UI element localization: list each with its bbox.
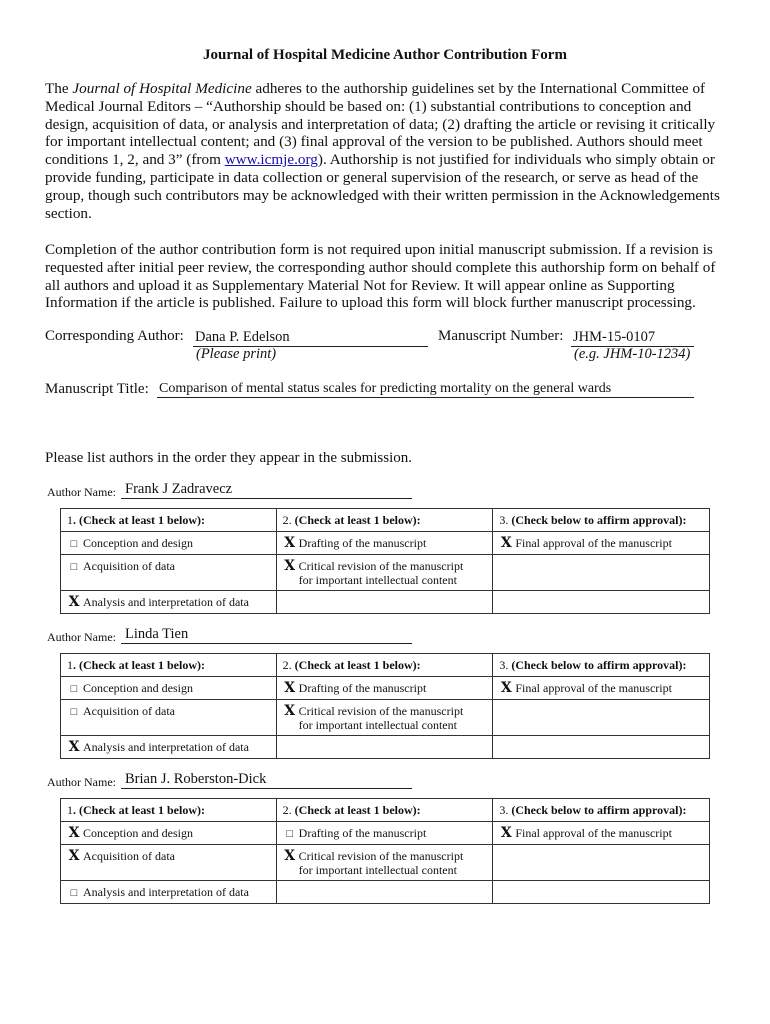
criterion-1-header: 1. (Check at least 1 below): <box>61 799 277 822</box>
empty-cell <box>493 700 710 736</box>
contribution-table <box>60 653 710 759</box>
form-title: Journal of Hospital Medicine Author Contribution Form <box>203 47 567 63</box>
drafting-checkbox[interactable]: X <box>284 680 296 696</box>
critical-revision-checkbox[interactable]: X <box>284 703 296 719</box>
analysis-label: Analysis and interpretation of data <box>83 885 249 899</box>
empty-cell <box>493 881 710 904</box>
critical-revision-option <box>276 845 493 881</box>
critical-revision-checkbox[interactable]: X <box>284 848 296 864</box>
criterion-1-header: 1. (Check at least 1 below): <box>61 509 277 532</box>
analysis-checkbox[interactable]: X <box>68 594 80 610</box>
criterion-1-header: 1. (Check at least 1 below): <box>61 654 277 677</box>
analysis-checkbox[interactable]: X <box>68 739 80 755</box>
acquisition-label: Acquisition of data <box>83 559 175 573</box>
criterion-3-header: 3. (Check below to affirm approval): <box>493 509 710 532</box>
drafting-label: Drafting of the manuscript <box>298 681 427 695</box>
analysis-option <box>61 736 277 759</box>
contribution-header-row <box>61 654 710 677</box>
conception-checkbox[interactable]: X <box>68 825 80 841</box>
approval-label: Final approval of the manuscript <box>515 681 672 695</box>
contribution-row <box>61 845 710 881</box>
contribution-table <box>60 508 710 614</box>
manuscript-title-field[interactable]: Comparison of mental status scales for predicting mortality on the general wards <box>157 380 694 398</box>
author-name-field[interactable]: Brian J. Roberston-Dick <box>121 771 412 789</box>
author-name-field[interactable]: Linda Tien <box>121 626 412 644</box>
manuscript-title-label: Manuscript Title: <box>45 381 149 397</box>
author-name-label: Author Name: <box>47 775 116 789</box>
contribution-table <box>60 798 710 904</box>
approval-checkbox[interactable]: X <box>500 825 512 841</box>
critical-revision-option <box>276 555 493 591</box>
empty-cell <box>276 881 493 904</box>
analysis-label: Analysis and interpretation of data <box>83 595 249 609</box>
contribution-row <box>61 555 710 591</box>
manuscript-number-hint: (e.g. JHM-10-1234) <box>574 346 691 362</box>
drafting-checkbox[interactable]: □ <box>286 828 293 840</box>
conception-checkbox[interactable]: □ <box>70 683 78 695</box>
critical-revision-label: Critical revision of the manuscript <box>298 704 464 718</box>
author-name-label: Author Name: <box>47 485 116 499</box>
acquisition-checkbox[interactable]: □ <box>70 706 78 718</box>
approval-option <box>493 532 710 555</box>
approval-option <box>493 822 710 845</box>
criterion-3-header: 3. (Check below to affirm approval): <box>493 654 710 677</box>
criterion-2-header: 2. (Check at least 1 below): <box>276 799 493 822</box>
contribution-row <box>61 822 710 845</box>
analysis-option <box>61 591 277 614</box>
manuscript-number-field[interactable]: JHM-15-0107 <box>571 329 694 347</box>
critical-revision-option <box>276 700 493 736</box>
approval-checkbox[interactable]: X <box>500 535 512 551</box>
conception-option <box>61 822 277 845</box>
manuscript-number-label: Manuscript Number: <box>438 328 564 344</box>
criterion-3-header: 3. (Check below to affirm approval): <box>493 799 710 822</box>
journal-name: Journal of Hospital Medicine <box>72 80 252 97</box>
contribution-row <box>61 532 710 555</box>
contribution-header-row <box>61 509 710 532</box>
intro-prefix: The <box>45 80 73 97</box>
conception-checkbox[interactable]: □ <box>70 538 78 550</box>
conception-option <box>61 677 277 700</box>
icmje-link[interactable]: www.icmje.org <box>224 151 318 169</box>
conception-label: Conception and design <box>83 826 193 840</box>
drafting-option <box>276 677 493 700</box>
drafting-option <box>276 532 493 555</box>
completion-note-paragraph: Completion of the author contribution form is not required upon initial manuscript submission. If a revision is requested after initial peer review, the corresponding author should complete this authorship form on behalf of all authors and upload it as Supplementary Material Not for Review. It will appear online as Supporting Information if the article is published. Failure to upload this form will block further manuscript processing. <box>45 241 716 312</box>
intro-text-end: ). Authorship is not justified for individuals who simply obtain or provide funding, participate in data collection or general supervision of the research, or serve as head of the group, though such contributors may be acknowledged with their written permission in the Acknowledgements section. <box>45 151 720 222</box>
contribution-row <box>61 677 710 700</box>
contribution-header-row <box>61 799 710 822</box>
acquisition-option <box>61 845 277 881</box>
conception-label: Conception and design <box>83 681 193 695</box>
contribution-row <box>61 700 710 736</box>
corresponding-author-hint: (Please print) <box>196 346 277 362</box>
analysis-checkbox[interactable]: □ <box>70 887 78 899</box>
acquisition-option <box>61 555 277 591</box>
drafting-label: Drafting of the manuscript <box>298 536 427 550</box>
author-list-instruction: Please list authors in the order they appear in the submission. <box>45 450 413 466</box>
acquisition-option <box>61 700 277 736</box>
author-name-field[interactable]: Frank J Zadravecz <box>121 481 412 499</box>
intro-text: adheres to the authorship guidelines set by the International Committee of Medical Journal Editors – “Authorship should be based on: (1) substantial contributions to conception and design, acquisition of data, or analysis and interpretation of data; (2) drafting the article or revising it critically for important intellectual content; and (3) final approval of the version to be published. Authors should meet conditions 1, 2, and 3” (from <box>45 80 716 169</box>
conception-label: Conception and design <box>83 536 193 550</box>
acquisition-checkbox[interactable]: X <box>68 848 80 864</box>
criterion-2-header: 2. (Check at least 1 below): <box>276 654 493 677</box>
acquisition-label: Acquisition of data <box>83 704 175 718</box>
drafting-label: Drafting of the manuscript <box>298 826 427 840</box>
approval-label: Final approval of the manuscript <box>515 536 672 550</box>
drafting-option <box>276 822 493 845</box>
critical-revision-label: Critical revision of the manuscript <box>298 849 464 863</box>
critical-revision-label-cont: for important intellectual content <box>298 573 457 587</box>
empty-cell <box>493 736 710 759</box>
author-name-label: Author Name: <box>47 630 116 644</box>
empty-cell <box>493 591 710 614</box>
contribution-row <box>61 736 710 759</box>
acquisition-checkbox[interactable]: □ <box>70 561 78 573</box>
corresponding-author-label: Corresponding Author: <box>45 328 184 344</box>
approval-option <box>493 677 710 700</box>
drafting-checkbox[interactable]: X <box>284 535 296 551</box>
analysis-label: Analysis and interpretation of data <box>83 740 249 754</box>
contribution-row <box>61 591 710 614</box>
contribution-row <box>61 881 710 904</box>
empty-cell <box>493 555 710 591</box>
conception-option <box>61 532 277 555</box>
empty-cell <box>276 591 493 614</box>
empty-cell <box>493 845 710 881</box>
critical-revision-checkbox[interactable]: X <box>284 558 296 574</box>
corresponding-author-field[interactable]: Dana P. Edelson <box>193 329 428 347</box>
analysis-option <box>61 881 277 904</box>
criterion-2-header: 2. (Check at least 1 below): <box>276 509 493 532</box>
approval-checkbox[interactable]: X <box>500 680 512 696</box>
critical-revision-label-cont: for important intellectual content <box>298 863 457 877</box>
empty-cell <box>276 736 493 759</box>
critical-revision-label: Critical revision of the manuscript <box>298 559 464 573</box>
approval-label: Final approval of the manuscript <box>515 826 672 840</box>
authorship-guidelines-paragraph <box>45 80 725 222</box>
acquisition-label: Acquisition of data <box>83 849 175 863</box>
critical-revision-label-cont: for important intellectual content <box>298 718 457 732</box>
